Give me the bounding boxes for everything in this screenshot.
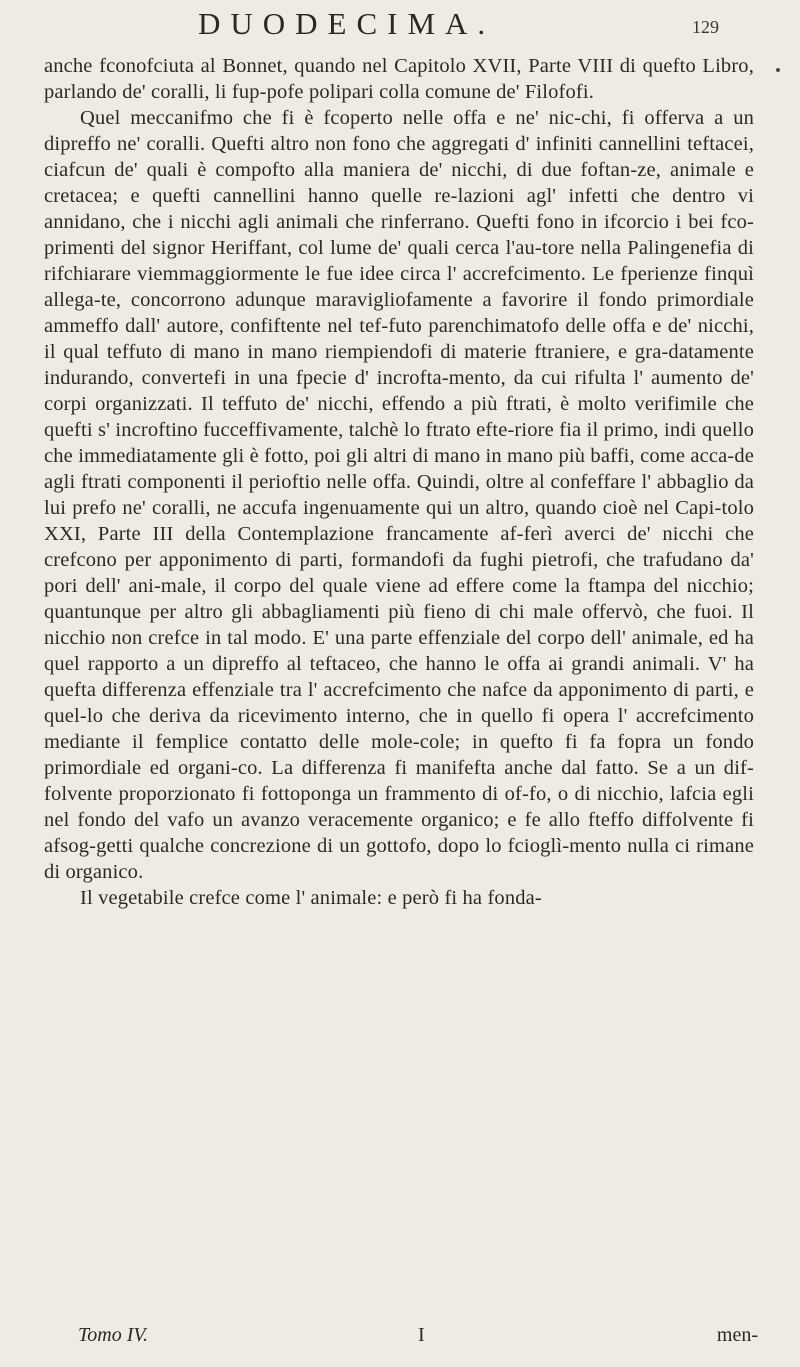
page-header <box>0 6 800 46</box>
signature-mark: I <box>418 1324 425 1346</box>
volume-label: Tomo IV. <box>78 1324 149 1346</box>
margin-mark <box>776 68 780 72</box>
page-footer <box>78 1324 758 1354</box>
catchword: men- <box>716 1324 758 1346</box>
body-text <box>44 53 754 911</box>
paragraph-continuation: anche fconofciuta al Bonnet, quando nel Capitolo XVII, Parte VIII di quefto Libro, parlando de' coralli, li fup-pofe polipari colla comune de' Filofofi. <box>44 55 754 103</box>
paragraph-main: Quel meccanifmo che fi è fcoperto nelle offa e ne' nic-chi, fi offerva a un dipreffo ne' coralli. Quefti altro non fono che aggregati d' infiniti cannellini teftacei, ciafcun de' quali è compofto alla maniera de' nicchi, di due foftan-ze, animale e cretacea; e quefti cannellini hanno quelle re-lazioni agl' infetti che dentro vi annidano, che i nicchi agli animali che rinferrano. Quefti fono in ifcorcio i bei fco-primenti del signor Heriffant, col lume de' quali cerca l'au-tore nella Palingenefia di rifchiarare viemmaggiormente le fue idee circa l' accrefcimento. Le fperienze finquì allega-te, concorrono adunque maravigliofamente a favorire il fondo primordiale ammeffo dall' autore, confiftente nel tef-futo parenchimatofo delle offa e de' nicchi, il qual teffuto di mano in mano riempiendofi di materie ftraniere, e gra-datamente indurando, convertefi in una fpecie d' incrofta-mento, da cui rifulta l' aumento de' corpi organizzati. Il teffuto de' nicchi, effendo a più ftrati, è molto verifimile che quefti s' incroftino fucceffivamente, talchè lo ftrato efte-riore fia il primo, indi quello che immediatamente gli è fotto, poi gli altri di mano in mano più baffi, come acca-de agli ftrati componenti il perioftio nelle offa. Quindi, oltre al confeffare l' abbaglio da lui prefo ne' coralli, ne accufa ingenuamente qui un altro, quando cioè nel Capi-tolo XXI, Parte III della Contemplazione francamente af-ferì averci de' nicchi che crefcono per apponimento di parti, formandofi da fughi pietrofi, che trafudano da' pori dell' ani-male, il corpo del quale viene ad effere come la ftampa del nicchio; quantunque per altro gli abbagliamenti più fieno di chi male offervò, che fuoi. Il nicchio non crefce in tal modo. E' una parte effenziale del corpo dell' animale, ed ha quel rapporto a un dipreffo al teftaceo, che hanno le offa ai grandi animali. V' ha quefta differenza effenziale tra l' accrefcimento che nafce da apponimento di parti, e quel-lo che deriva da ricevimento interno, che in quello fi opera l' accrefcimento mediante il femplice contatto delle mole-cole; in quefto fi fa fopra un fondo primordiale ed organi-co. La differenza fi manifefta anche dal fatto. Se a un dif-folvente proporzionato fi fottoponga un frammento di of-fo, o di nicchio, lafcia egli nel fondo del vafo un avanzo veracemente organico; e fe allo fteffo diffolvente fi afsog-getti qualche concrezione di un gottofo, dopo lo fcioglì-mento nulla ci rimane di organico. <box>44 107 754 883</box>
paragraph-final: Il vegetabile crefce come l' animale: e però fi ha fonda- <box>80 887 542 909</box>
running-head: DUODECIMA. <box>198 6 496 41</box>
page-number: 129 <box>692 17 719 37</box>
